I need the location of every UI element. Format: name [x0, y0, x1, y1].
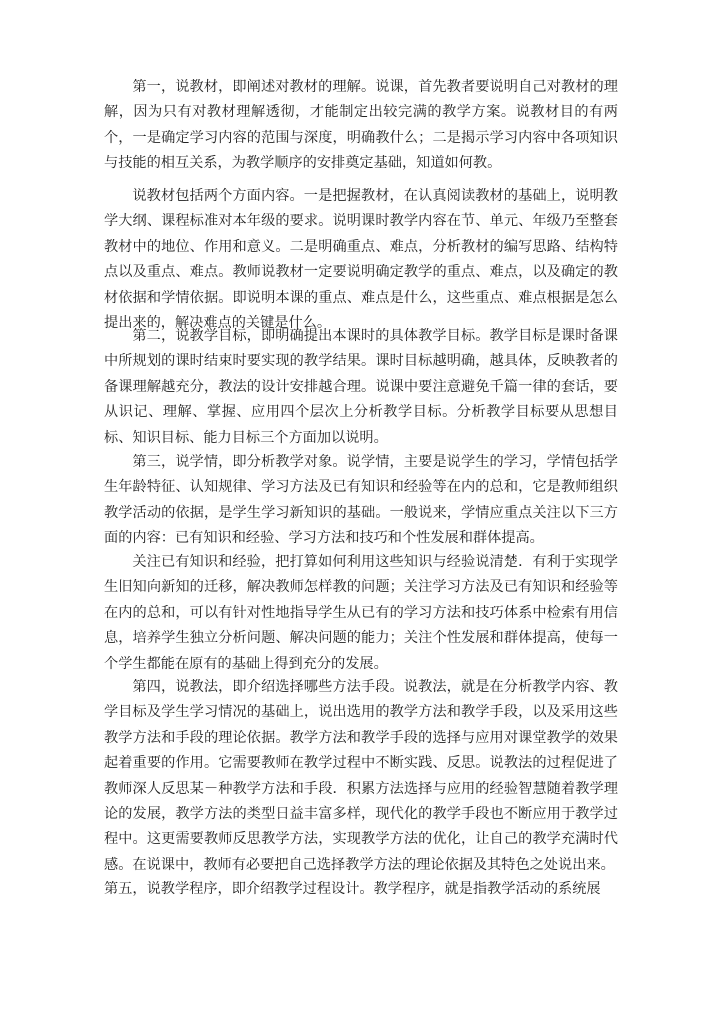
paragraph-text: 说教材包括两个方面内容。一是把握教材，在认真阅读教材的基础上，说明教学大纲、课程标准对本年级的要求。说明课时教学内容在节、单元、年级乃至整套教材中的地位、作用和意义。二是明确重点、难点，分析教材的编写思路、结构特点以及重点、难点。教师说教材一定要说明确定教学的重点、难点，以及确定的教材依据和学情依据。即说明本课的重点、难点是什么，这些重点、难点根据是怎么提出来的，解决难点的关键是什么。: [104, 188, 618, 332]
paragraph-text: 第三，说学情，即分析教学对象。说学情，主要是说学生的学习，学情包括学生年龄特征、认知规律、学习方法及已有知识和经验等在内的总和，它是教师组织教学活动的依据，是学生学习新知识的基础。一般说来，学情应重点关注以下三方面的内容：已有知识和经验、学习方法和技巧和个性发展和群体提高。: [104, 454, 618, 547]
paragraph-teaching-methods: [104, 675, 618, 878]
paragraph-text: 第一，说教材，即阐述对教材的理解。说课，首先教者要说明自己对教材的理解，因为只有对教材理解透彻，才能制定出较完满的教学方案。说教材目的有两个，一是确定学习内容的范围与深度，明确教什么；二是揭示学习内容中各项知识与技能的相互关系，为教学顺序的安排奠定基础，知道如何教。: [104, 79, 618, 172]
paragraph-learner-analysis: [104, 450, 618, 552]
paragraph-teaching-procedure: [104, 877, 618, 902]
paragraph-text: 第二，说教学目标，即明确提出本课时的具体教学目标。教学目标是课时备课中所规划的课时结束时要实现的教学结果。课时目标越明确，越具体，反映教者的备课理解越充分，教法的设计安排越合理。说课中要注意避免千篇一律的套话，要从识记、理解、掌握、应用四个层次上分析教学目标。分析教学目标要从思想目标、知识目标、能力目标三个方面加以说明。: [104, 328, 618, 446]
paragraph-textbook-content: [104, 184, 618, 336]
paragraph-prior-knowledge: [104, 550, 618, 677]
paragraph-text: 第四，说教法，即介绍选择哪些方法手段。说教法，就是在分析教学内容、教学目标及学生学习情况的基础上，说出选用的教学方法和教学手段，以及采用这些教学方法和手段的理论依据。教学方法和教学手段的选择与应用对课堂教学的效果起着重要的作用。它需要教师在教学过程中不断实践、反思。说教法的过程促进了教师深人反思某－种教学方法和手段．积累方法选择与应用的经验智慧随着教学理论的发展，教学方法的类型日益丰富多样，现代化的教学手段也不断应用于教学过程中。这更需要教师反思教学方法，实现教学方法的优化，让自己的教学充满时代感。在说课中，教师有必要把自己选择教学方法的理论依据及其特色之处说出来。: [104, 679, 618, 873]
paragraph-text: 关注已有知识和经验，把打算如何利用这些知识与经验说清楚．有利于实现学生旧知向新知的迁移，解决教师怎样教的问题；关注学习方法及已有知识和经验等在内的总和，可以有针对性地指导学生从已有的学习方法和技巧体系中检索有用信息，培养学生独立分析问题、解决问题的能力；关注个性发展和群体提高，使每一个学生都能在原有的基础上得到充分的发展。: [104, 554, 618, 672]
paragraph-text: 第五，说教学程序，即介绍教学过程设计。教学程序，就是指教学活动的系统展: [104, 881, 601, 897]
paragraph-textbook: [104, 75, 618, 177]
paragraph-teaching-goals: [104, 324, 618, 451]
